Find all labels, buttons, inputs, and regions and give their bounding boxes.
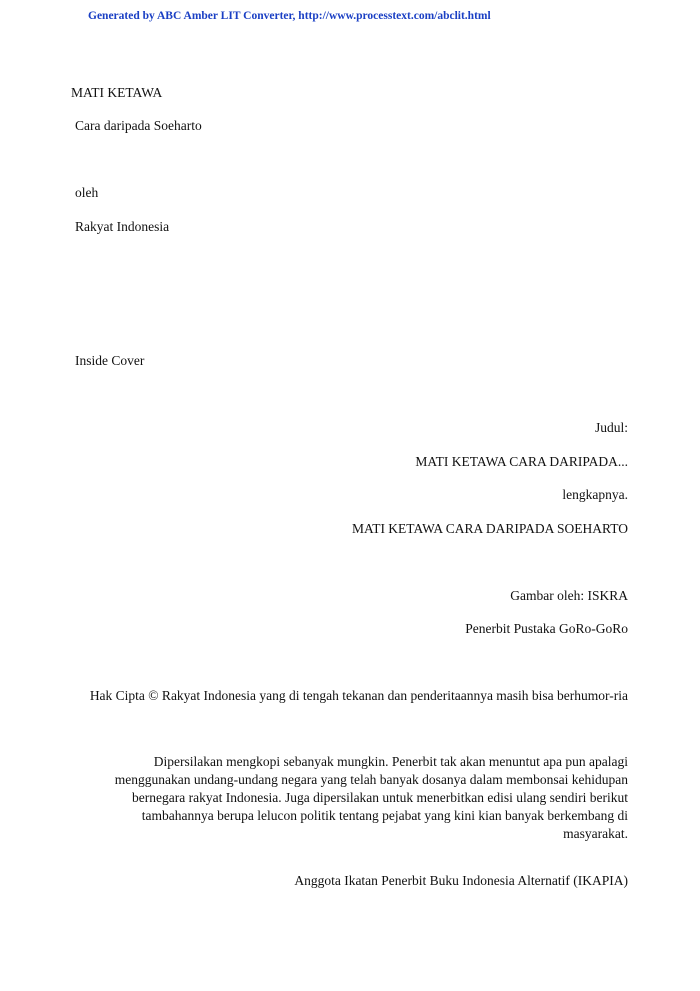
generator-link[interactable]: Generated by ABC Amber LIT Converter, http://www.processtext.com/abclit.html [88,10,491,22]
author-name: Rakyat Indonesia [75,219,170,234]
title-label: Judul: [594,420,628,435]
copyright-notice: Hak Cipta © Rakyat Indonesia yang di tengah tekanan dan penderitaannya masih bisa berhumor-ria [89,688,628,703]
illustrator-credit: Gambar oleh: ISKRA [510,588,628,603]
inside-cover-heading: Inside Cover [75,353,145,368]
publisher-name: Penerbit Pustaka GoRo-GoRo [465,621,628,636]
permission-paragraph: Dipersilakan mengkopi sebanyak mungkin. Penerbit tak akan menuntut apa pun apalagi menggunakan undang-undang negara yang telah banyak dosanya dalam membonsai kehidupan bernegara rakyat Indonesia. Juga dipersilakan untuk menerbitkan edisi ulang sendiri berikut tambahannya berupa lelucon politik tentang pejabat yang kini kian banyak berkembang di masyarakat. [114,754,628,841]
book-title: MATI KETAWA [71,85,163,100]
book-subtitle: Cara daripada Soeharto [75,118,202,133]
membership-notice: Anggota Ikatan Penerbit Buku Indonesia Alternatif (IKAPIA) [294,873,628,888]
full-title: MATI KETAWA CARA DARIPADA SOEHARTO [351,521,628,536]
by-label: oleh [75,185,99,200]
full-title-label: lengkapnya. [562,487,628,502]
short-title: MATI KETAWA CARA DARIPADA... [415,454,628,469]
